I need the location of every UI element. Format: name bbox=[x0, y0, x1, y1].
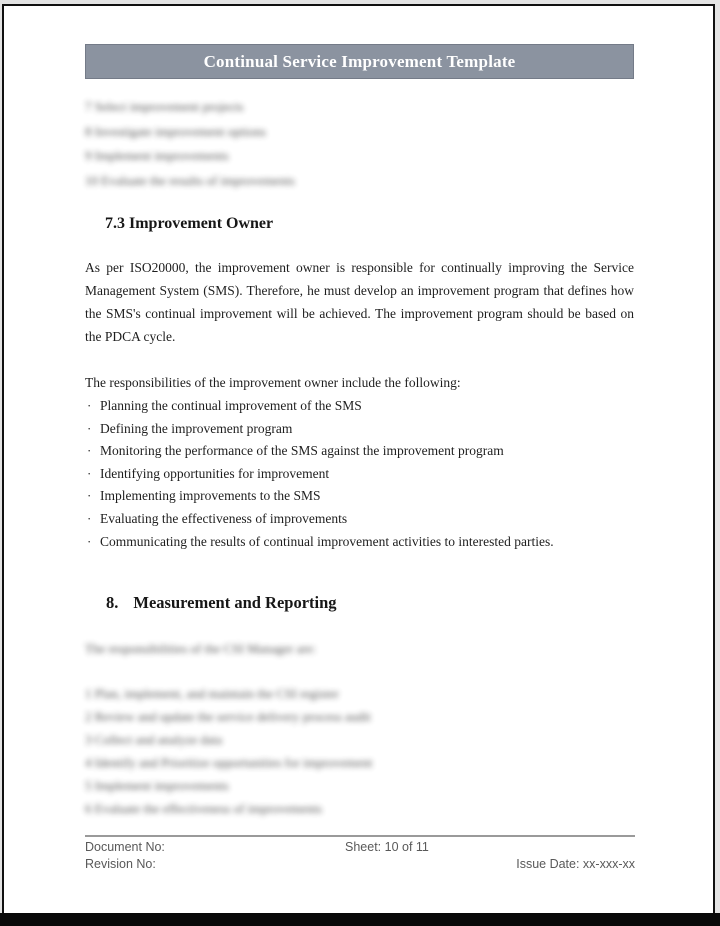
document-title: Continual Service Improvement Template bbox=[203, 52, 516, 71]
blurred-line: 9 Implement improvements bbox=[85, 148, 229, 163]
page-footer bbox=[85, 835, 635, 872]
footer-row-2 bbox=[85, 856, 635, 873]
blurred-line: 3 Collect and analyze data bbox=[85, 732, 223, 748]
blurred-line: 1 Plan, implement, and maintain the CSI register bbox=[85, 686, 339, 702]
list-item: · Defining the improvement program bbox=[85, 418, 634, 441]
section-8-number: 8. bbox=[106, 593, 119, 613]
page-content bbox=[4, 44, 713, 820]
revision-no-label: Revision No: bbox=[85, 856, 156, 871]
blurred-line: 10 Evaluate the results of improvements bbox=[85, 172, 295, 188]
section-7-3-heading: 7.3 Improvement Owner bbox=[105, 215, 274, 232]
list-item: · Communicating the results of continual improvement activities to interested parties. bbox=[85, 531, 634, 554]
section-8-title: Measurement and Reporting bbox=[133, 593, 337, 613]
responsibilities-intro: The responsibilities of the improvement owner include the following: bbox=[85, 375, 461, 390]
blurred-line: 5 Implement improvements bbox=[85, 778, 229, 794]
title-banner bbox=[85, 44, 634, 79]
list-item: · Monitoring the performance of the SMS against the improvement program bbox=[85, 440, 634, 463]
list-item: · Evaluating the effectiveness of improvements bbox=[85, 508, 634, 531]
bottom-border-bar bbox=[0, 913, 720, 926]
issue-date-label: Issue Date: xx-xxx-xx bbox=[516, 856, 635, 871]
footer-row-1 bbox=[85, 839, 635, 856]
blurred-line: 8 Investigate improvement options bbox=[85, 123, 266, 139]
blurred-line: 7 Select improvement projects bbox=[85, 99, 244, 114]
blurred-line: 2 Review and update the service delivery process audit bbox=[85, 709, 371, 725]
list-item: · Implementing improvements to the SMS bbox=[85, 485, 634, 508]
blurred-csi-list bbox=[85, 682, 634, 820]
document-page bbox=[2, 4, 715, 916]
section-7-3-paragraph: As per ISO20000, the improvement owner is responsible for continually improving the Service Management System (SMS). Therefore, he must develop an improvement program that defines how the SMS's continual improvement will be achieved. The improvement program should be based on the PDCA cycle. bbox=[85, 260, 634, 344]
responsibilities-list bbox=[85, 395, 634, 553]
section-8-heading bbox=[85, 591, 634, 614]
blurred-line: 4 Identify and Prioritize opportunities for improvement bbox=[85, 755, 373, 771]
list-item: · Identifying opportunities for improvement bbox=[85, 463, 634, 486]
document-no-label: Document No: bbox=[85, 840, 165, 854]
blurred-top-list bbox=[85, 95, 634, 193]
blurred-line: 6 Evaluate the effectiveness of improvements bbox=[85, 801, 322, 817]
list-item: · Planning the continual improvement of the SMS bbox=[85, 395, 634, 418]
sheet-number: Sheet: 10 of 11 bbox=[345, 840, 429, 854]
blurred-csi-intro: The responsibilities of the CSI Manager are: bbox=[85, 641, 317, 657]
